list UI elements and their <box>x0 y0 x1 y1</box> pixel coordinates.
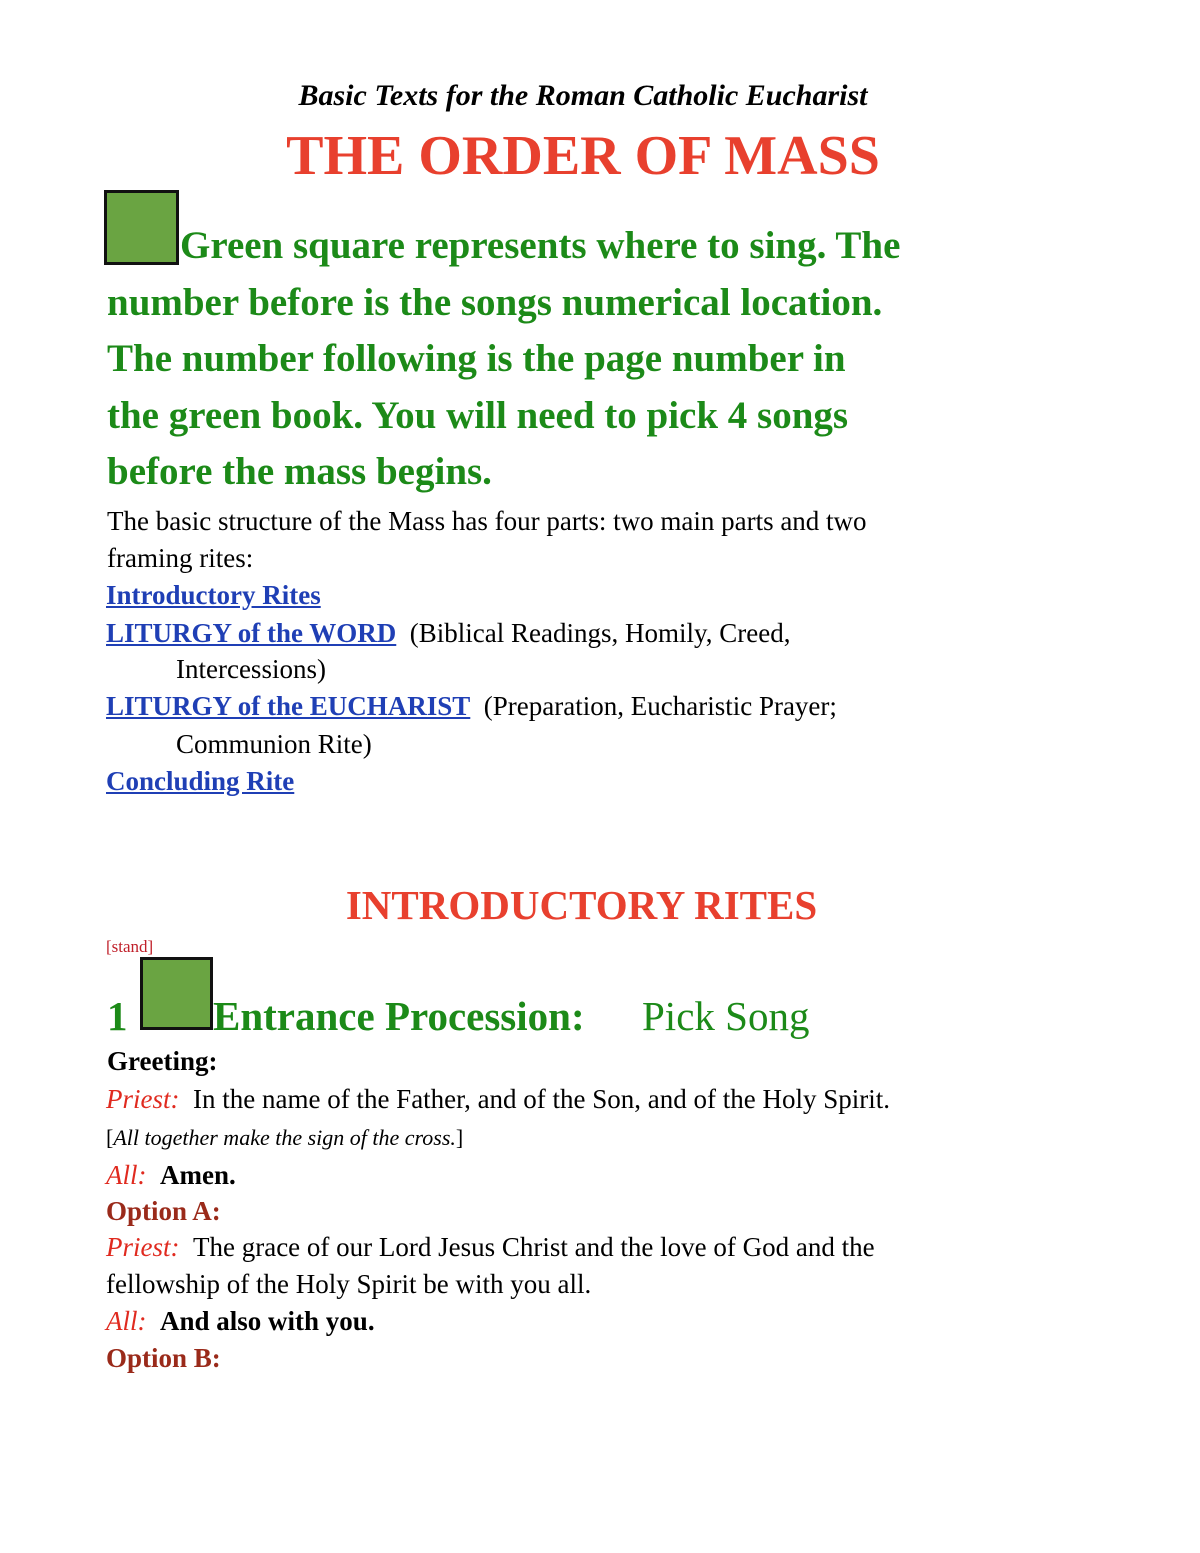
priest-line-2: Priest: The grace of our Lord Jesus Christ and the love of God and the <box>106 1232 875 1262</box>
all-label: All <box>106 1160 138 1190</box>
document-title: THE ORDER OF MASS <box>286 125 880 187</box>
green-square-icon <box>140 957 213 1030</box>
rubric-text: All together make the sign of the cross. <box>113 1125 456 1150</box>
priest-label: Priest <box>106 1084 171 1114</box>
link-concluding-rite[interactable]: Concluding Rite <box>106 766 295 796</box>
legend-line-4: the green book. You will need to pick 4 songs <box>107 393 849 437</box>
liturgy-word-desc: (Biblical Readings, Homily, Creed, <box>409 618 791 648</box>
sing-legend <box>107 218 1097 501</box>
liturgy-word-desc-cont: Intercessions) <box>176 654 326 684</box>
structure-intro-line-2: framing rites: <box>107 543 254 573</box>
structure-item-introductory <box>106 577 321 614</box>
all-line-1: All: Amen. <box>106 1160 236 1190</box>
option-b-label: Option B: <box>106 1343 221 1373</box>
link-liturgy-of-the-word[interactable]: LITURGY of the WORD <box>106 618 397 648</box>
legend-line-5: before the mass begins. <box>107 450 492 494</box>
legend-line-3: The number following is the page number in <box>107 337 846 381</box>
link-introductory-rites[interactable]: Introductory Rites <box>106 580 321 610</box>
priest-label: Priest <box>106 1232 171 1262</box>
liturgy-eucharist-desc-cont: Communion Rite) <box>176 729 372 759</box>
priest-line-1: Priest: In the name of the Father, and of the Son, and of the Holy Spirit. <box>106 1084 891 1114</box>
posture-stand: [stand] <box>106 937 154 956</box>
all-text-1: Amen. <box>160 1160 236 1190</box>
structure-item-eucharist <box>106 688 837 725</box>
structure-intro-line-1: The basic structure of the Mass has four parts: two main parts and two <box>107 506 867 536</box>
greeting-label: Greeting: <box>107 1046 218 1076</box>
structure-item-word <box>106 615 790 652</box>
procession-label: Entrance Procession: <box>213 993 585 1039</box>
document-subtitle: Basic Texts for the Roman Catholic Eucharist <box>298 79 868 112</box>
link-liturgy-of-the-eucharist[interactable]: LITURGY of the EUCHARIST <box>106 691 471 721</box>
section-title-introductory-rites: INTRODUCTORY RITES <box>345 882 818 928</box>
all-text-2: And also with you. <box>160 1306 375 1336</box>
structure-item-concluding <box>106 763 294 800</box>
priest-text-2-cont: fellowship of the Holy Spirit be with you all. <box>106 1269 592 1299</box>
priest-text-2: The grace of our Lord Jesus Christ and the love of God and the <box>193 1232 875 1262</box>
priest-text-1: In the name of the Father, and of the Son, and of the Holy Spirit. <box>193 1084 891 1114</box>
liturgy-eucharist-desc: (Preparation, Eucharistic Prayer; <box>483 691 837 721</box>
legend-line-2: number before is the songs numerical location. <box>107 280 883 324</box>
legend-line-1: Green square represents where to sing. The <box>180 224 901 267</box>
all-line-2: All: And also with you. <box>106 1306 375 1336</box>
option-a-label: Option A: <box>106 1196 221 1226</box>
procession-song-number: 1 <box>107 993 128 1039</box>
rubric-line: [All together make the sign of the cross.] <box>106 1125 464 1150</box>
procession-song: Pick Song <box>642 993 810 1039</box>
all-label: All <box>106 1306 138 1336</box>
